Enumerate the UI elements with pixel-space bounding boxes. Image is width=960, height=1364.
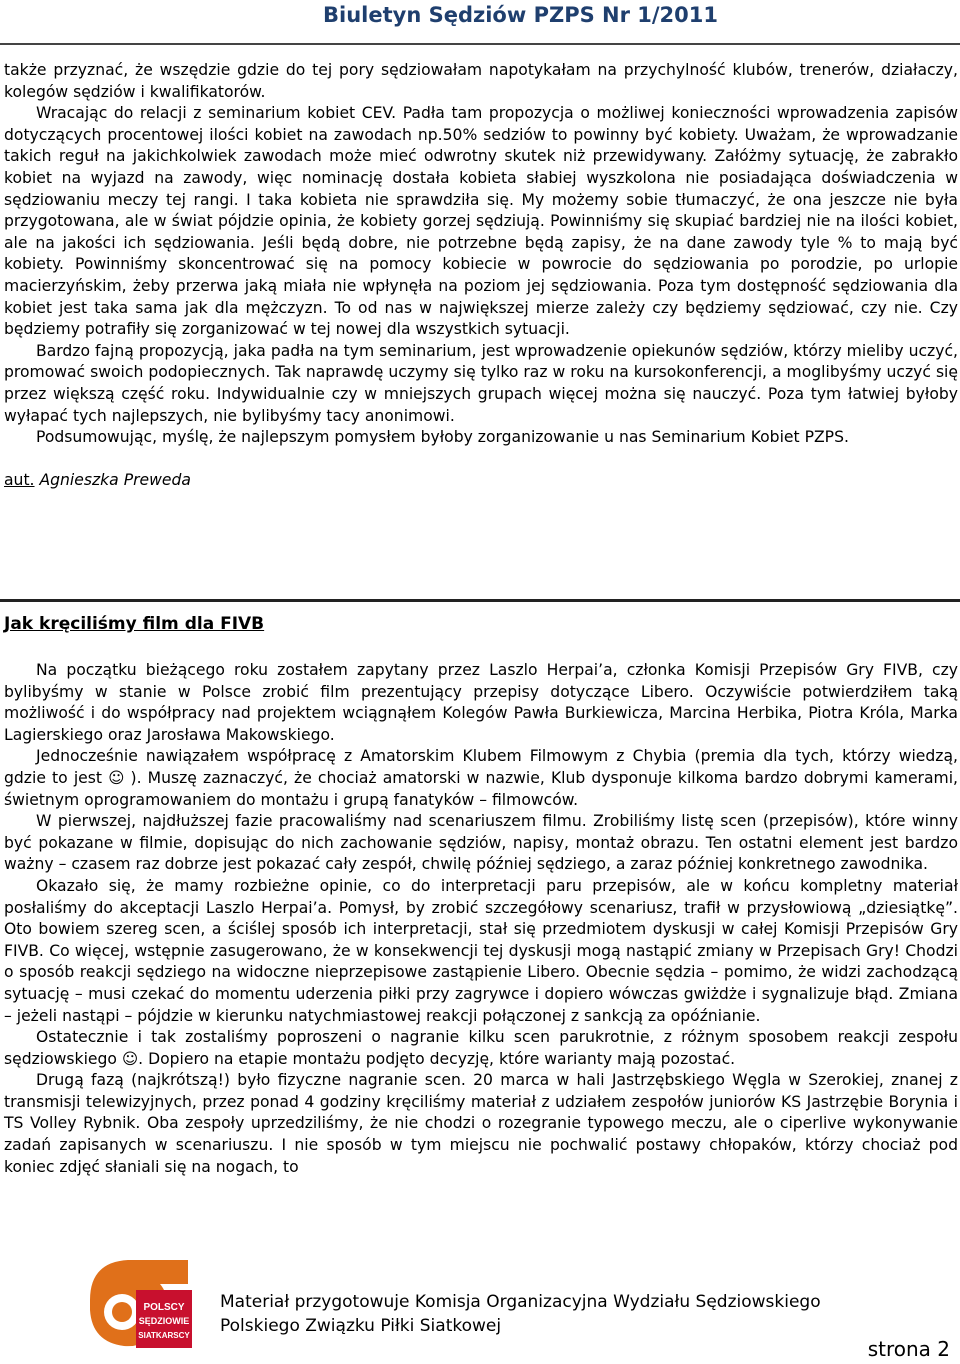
paragraph: Na początku bieżącego roku zostałem zapytany przez Laszlo Herpai’a, członka Komisji Przepisów Gry FIVB, czy bylibyśmy w stanie w Polsce zrobić film prezentujący przepisy dotyczące Libero. Oczywiście potwierdziłem taką możliwość i do współpracy nad projektem wciągnąłem Kolegów Pawła Burkiewicza, Marcina Herbika, Piotra Króla, Marka Lagierskiego oraz Jarosława Makowskiego. [4, 661, 958, 744]
paragraph: Bardzo fajną propozycją, jaka padła na tym seminarium, jest wprowadzenie opiekunów sędziów, którzy mieliby uczyć, promować swoich podopiecznych. Tak naprawdę uczymy się tylko raz w roku na kursokonferencji, a moglibyśmy uczyć się przez większą część roku. Indywidualnie czy w mniejszych grupach więcej można się nauczyć. Poza tym łatwiej byłoby wyłapać tych najlepszych, nie bylibyśmy tacy anonimowi. [4, 341, 958, 425]
paragraph: Ostatecznie i tak zostaliśmy poproszeni o nagranie kilku scen parukrotnie, z różnym sposobem reakcji zespołu sędziowskiego ☺. Dopiero na etapie montażu podjęto decyzję, które warianty mają pozostać. [4, 1028, 958, 1068]
footer-line: Polskiego Związku Piłki Siatkowej [220, 1316, 502, 1336]
paragraph-text: Uważam, że wprowadzanie takich reguł na jakichkolwiek zawodach może mieć odwrotny skutek niż przewidywany. Załóżmy sytuację, że zabrakło kobiet na wyjazd na zawody, więc nominację dostała kobieta słabiej wyszkolona nie posiadająca doświadczenia w sędziowaniu meczy tej rangi. I taka kobieta nie sprawdziła się. My możemy sobie tłumaczyć, że ona jeszcze nie była przygotowana, ale w świat pójdzie opinia, że kobiety gorzej sędziują. Powinniśmy się skupiać bardziej nie na ilości kobiet, ale na jakości ich sędziowania. Jeśli będą dobre, nie potrzebne będą zapisy, że na dane zawody tyle % to mają być kobiety. Powinniśmy skoncentrować się na pomocy kobiecie w powrocie do sędziowania po porodzie, po urlopie macierzyńskim, żeby przerwa jaką miała nie wpłynęła na poziom jej sędziowania. Poza tym dostępność sędziowania dla kobiet jest taka sama jak dla mężczyzn. To od nas w największej mierze zależy czy będziemy sędziować, czy nie. Czy będziemy potrafiły się zorganizować w tej nowej dla wszystkich sytuacji. [4, 125, 958, 339]
header-divider [0, 43, 960, 45]
logo-text-line3: SIATKARSCY [138, 1331, 190, 1340]
paragraph: także przyznać, że wszędzie gdzie do tej pory sędziowałam napotykałam na przychylność klubów, trenerów, działaczy, kolegów sędziów i kwalifikatorów. [4, 61, 958, 101]
footer-line: Materiał przygotowuje Komisja Organizacyjna Wydziału Sędziowskiego [220, 1292, 821, 1312]
paragraph: W pierwszej, najdłuższej fazie pracowaliśmy nad scenariuszem filmu. Zrobiliśmy listę scen (przepisów), które winny być pokazane w filmie, dopisując do nich zachowanie sędziów, napisy, montaż obrazu. Ten ostatni element jest bardzo ważny – czasem raz dobrze jest pokazać cały zespół, chwilę później sędziego, a zaraz później konkretnego zawodnika. [4, 812, 958, 874]
article-women-referees [4, 60, 958, 491]
bulletin-title: Biuletyn Sędziów PZPS Nr 1/2011 [323, 3, 718, 27]
article-title: Jak kręciliśmy film dla FIVB [4, 614, 265, 634]
logo-text-line1: POLSCY [143, 1302, 185, 1313]
page-number: strona 2 [867, 1337, 950, 1361]
article-fivb-film [4, 660, 958, 1178]
paragraph: Jednocześnie nawiązałem współpracę z Amatorskim Klubem Filmowym z Chybia (premia dla tych, którzy wiedzą, gdzie to jest ☺ ). Muszę zaznaczyć, że chociaż amatorski w nazwie, Klub dysponuje kilkoma bardzo dobrymi kamerami, świetnym oprogramowaniem do montażu i grupą fanatyków – filmowców. [4, 747, 958, 809]
paragraph-text: Wracając do relacji z seminarium kobiet CEV. Padła tam propozycja o możliwej konieczności wprowadzenia zapisów dotyczących procentowej ilości kobiet na zawodach np. [4, 104, 958, 144]
author-name: Agnieszka Preweda [34, 470, 191, 489]
paragraph: Podsumowując, myślę, że najlepszym pomysłem byłoby zorganizowanie u nas Seminarium Kobiet PZPS. [36, 428, 849, 447]
paragraph [4, 103, 958, 341]
paragraph-highlight: 50% sedziów to powinny być kobiety. [442, 125, 739, 144]
referees-whistle-logo [80, 1250, 198, 1356]
paragraph: Drugą fazą (najkrótszą!) było fizyczne nagranie scen. 20 marca w hali Jastrzębskiego Węgla w Szerokiej, znanej z transmisji telewizyjnych, przez ponad 4 godziny kręciliśmy materiał z udziałem zespołów juniorów KS Jastrzębie Borynia i TS Volley Rybnik. Oba zespoły uprzedziliśmy, że nie chodzi o rozegranie typowego meczu, ale o ciperlive wykonywanie zadań zapisanych w scenariuszu. I nie sposób w tym miejscu nie pochwalić postawy chłopaków, którzy chociaż pod koniec zdjęć słaniali się na nogach, to [4, 1071, 958, 1176]
author-line [4, 470, 958, 492]
page-header [0, 0, 960, 50]
author-prefix: aut. [4, 470, 35, 489]
logo-text-line2: SĘDZIOWIE [138, 1316, 190, 1326]
footer-credits [220, 1290, 821, 1338]
paragraph: Okazało się, że mamy rozbieżne opinie, co do interpretacji paru przepisów, ale w końcu kompletny materiał posłaliśmy do akceptacji Laszlo Herpai’a. Pomysł, by zrobić szczegółowy scenariusz, trafił w przysłowiową „dziesiątkę”. Oto bowiem szereg scen, a ściślej sposób ich interpretacji, stał się przedmiotem dyskusji w całej Komisji Przepisów Gry FIVB. Co więcej, wstępnie zasugerowano, że w konsekwencji tej dyskusji mogą nastąpić zmiany w Przepisach Gry! Chodzi o sposób reakcji sędziego na widoczne nieprzepisowe zastąpienie Libero. Obecnie sędzia – pomimo, że widzi zachodzącą sytuację – musi czekać do momentu uderzenia piłki przy zagrywce i dopiero wówczas gwiżdże i sygnalizuje błąd. Zmiana – jeżeli nastąpi – pójdzie w kierunku natychmiastowej reakcji połączonej z sankcją za opóźnianie. [4, 876, 958, 1025]
section-divider [0, 599, 960, 602]
